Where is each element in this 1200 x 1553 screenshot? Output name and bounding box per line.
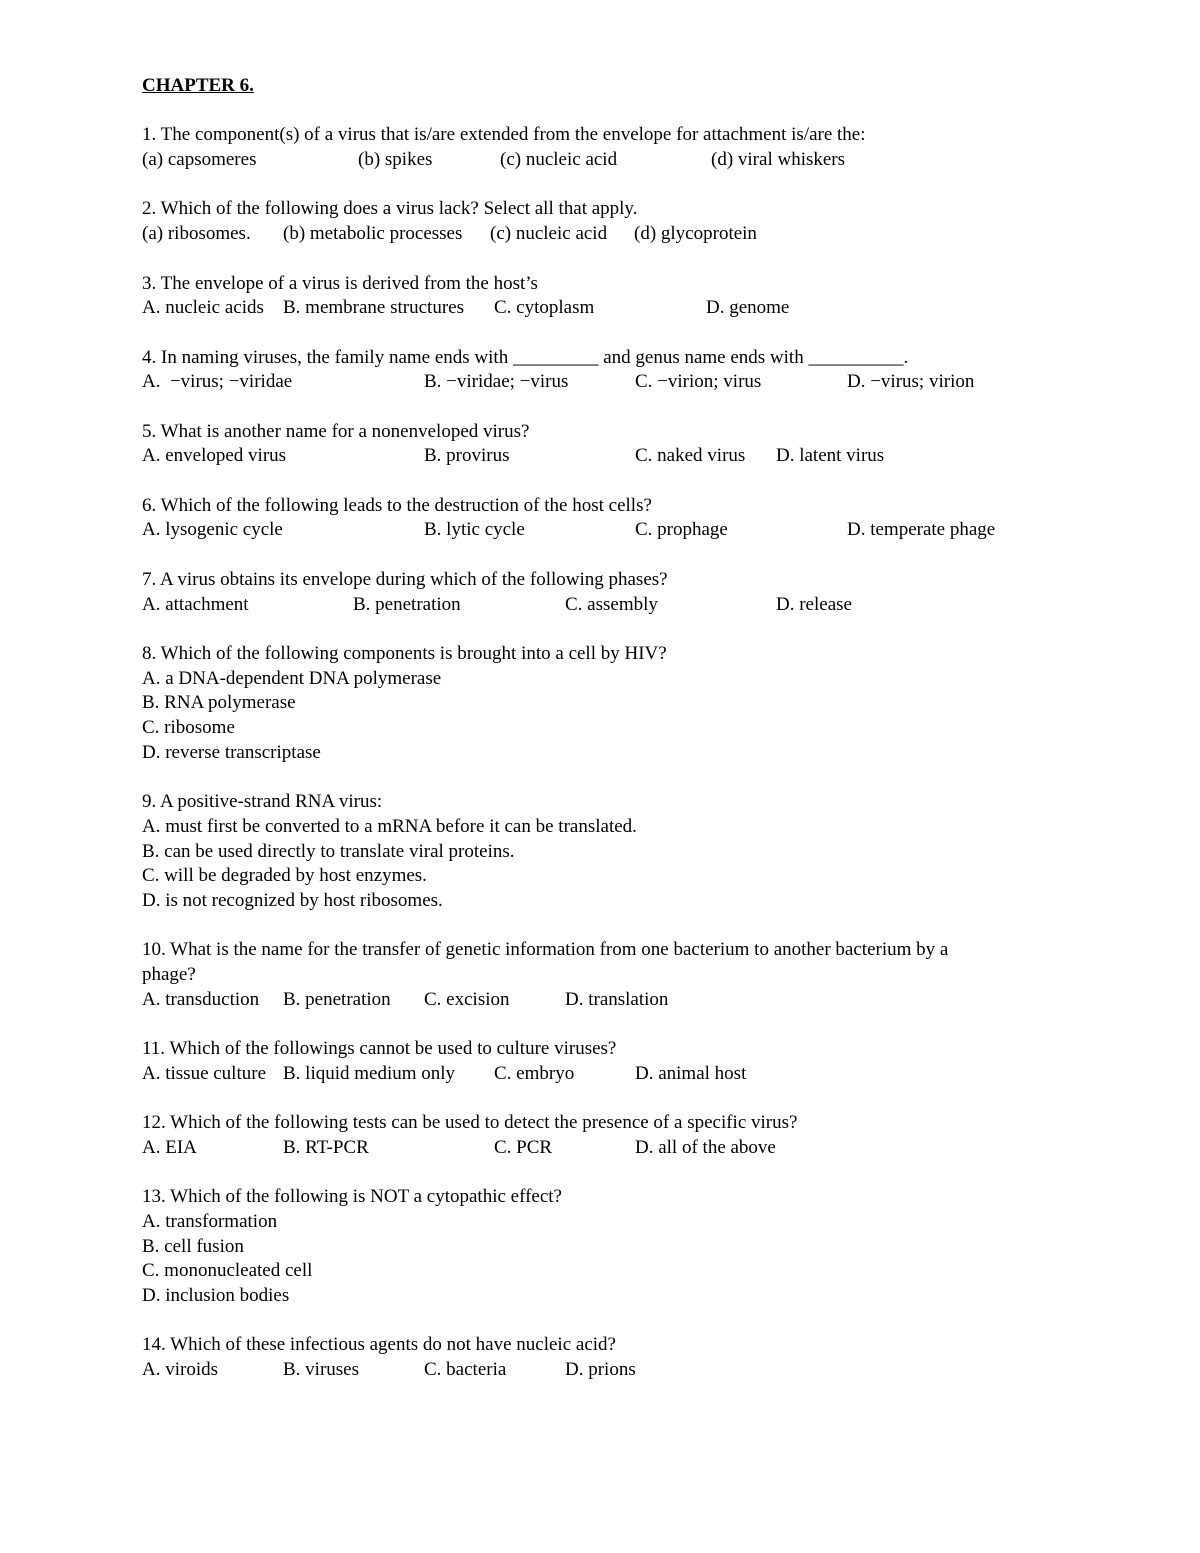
option-a: A. EIA [142,1136,197,1158]
question-stem: 10. What is the name for the transfer of genetic information from one bacterium to another bacterium by a [142,939,949,961]
option-d: D. reverse transcriptase [142,741,321,763]
option-b: B. provirus [424,445,510,467]
question-7 [142,568,1062,617]
question-5 [142,420,1062,469]
question-13 [142,1185,1062,1309]
option-d: (d) glycoprotein [634,223,757,245]
option-c: C. ribosome [142,717,235,739]
option-a: A. must first be converted to a mRNA before it can be translated. [142,815,637,837]
option-row [142,518,1062,543]
option-d: D. release [776,593,852,615]
question-14 [142,1333,1062,1382]
option-c: C. assembly [565,593,658,615]
question-stem: 2. Which of the following does a virus lack? Select all that apply. [142,198,638,220]
chapter-title: CHAPTER 6. [142,75,254,96]
option-d: D. −virus; virion [847,371,975,393]
option-d: D. all of the above [635,1136,776,1158]
option-d: D. is not recognized by host ribosomes. [142,889,443,911]
option-d: D. genome [706,297,790,319]
option-b: B. RNA polymerase [142,692,296,714]
option-b: B. can be used directly to translate viral proteins. [142,840,515,862]
option-a: A. transformation [142,1210,278,1232]
option-c: C. PCR [494,1136,553,1158]
option-a: A. a DNA-dependent DNA polymerase [142,667,442,689]
question-9 [142,790,1062,914]
option-a: A. transduction [142,988,260,1010]
option-b: B. penetration [283,988,391,1010]
question-stem: 14. Which of these infectious agents do not have nucleic acid? [142,1334,616,1356]
option-b: (b) spikes [358,149,433,171]
question-stem: 1. The component(s) of a virus that is/are extended from the envelope for attachment is/are the: [142,124,866,146]
option-a: (a) capsomeres [142,149,257,171]
option-row [142,370,1062,395]
question-stem: 8. Which of the following components is brought into a cell by HIV? [142,642,667,664]
option-row [142,1358,1062,1383]
option-d: (d) viral whiskers [711,149,846,171]
option-c: C. excision [424,988,510,1010]
option-row [142,1062,1062,1087]
option-row [142,593,1062,618]
option-c: C. mononucleated cell [142,1260,313,1282]
question-stem: 6. Which of the following leads to the destruction of the host cells? [142,494,652,516]
question-stem: 5. What is another name for a nonenveloped virus? [142,420,530,442]
question-2 [142,197,1062,246]
question-6 [142,494,1062,543]
option-c: C. −virion; virus [635,371,762,393]
option-a: A. lysogenic cycle [142,519,283,541]
option-c: (c) nucleic acid [500,149,618,171]
option-d: D. translation [565,988,669,1010]
option-d: D. animal host [635,1062,747,1084]
option-b: B. viruses [283,1359,359,1381]
document-page [142,74,1062,1408]
option-d: D. latent virus [776,445,885,467]
option-row [142,1136,1062,1161]
option-b: (b) metabolic processes [283,223,463,245]
option-a: (a) ribosomes. [142,223,251,245]
option-b: B. lytic cycle [424,519,525,541]
question-stem: 13. Which of the following is NOT a cytopathic effect? [142,1186,562,1208]
option-b: B. cell fusion [142,1235,244,1257]
option-a: A. tissue culture [142,1062,267,1084]
option-b: B. membrane structures [283,297,464,319]
option-c: C. prophage [635,519,728,541]
option-d: D. prions [565,1359,636,1381]
question-stem-continued: phage? [142,964,196,986]
option-row [142,444,1062,469]
option-a: A. −virus; −viridae [142,371,293,393]
option-b: B. liquid medium only [283,1062,456,1084]
option-row [142,296,1062,321]
question-stem: 4. In naming viruses, the family name ends with _________ and genus name ends with __________. [142,346,909,368]
option-b: B. penetration [353,593,461,615]
option-d: D. inclusion bodies [142,1285,290,1307]
option-c: (c) nucleic acid [490,223,608,245]
question-stem: 9. A positive-strand RNA virus: [142,791,383,813]
option-b: B. −viridae; −virus [424,371,569,393]
option-a: A. attachment [142,593,249,615]
option-a: A. viroids [142,1359,218,1381]
option-d: D. temperate phage [847,519,996,541]
option-a: A. enveloped virus [142,445,287,467]
question-8 [142,642,1062,766]
option-c: C. bacteria [424,1359,507,1381]
question-stem: 12. Which of the following tests can be used to detect the presence of a specific virus? [142,1112,798,1134]
option-c: C. will be degraded by host enzymes. [142,865,427,887]
question-4 [142,346,1062,395]
option-c: C. naked virus [635,445,746,467]
question-stem: 11. Which of the followings cannot be used to culture viruses? [142,1038,617,1060]
option-c: C. cytoplasm [494,297,595,319]
question-10 [142,938,1062,1012]
option-c: C. embryo [494,1062,575,1084]
question-1 [142,123,1062,172]
question-11 [142,1037,1062,1086]
option-row [142,148,1062,173]
question-3 [142,272,1062,321]
option-row [142,222,1062,247]
option-b: B. RT-PCR [283,1136,369,1158]
question-stem: 3. The envelope of a virus is derived from the host’s [142,272,538,294]
option-a: A. nucleic acids [142,297,264,319]
option-row [142,988,1062,1013]
question-12 [142,1111,1062,1160]
question-stem: 7. A virus obtains its envelope during which of the following phases? [142,568,668,590]
